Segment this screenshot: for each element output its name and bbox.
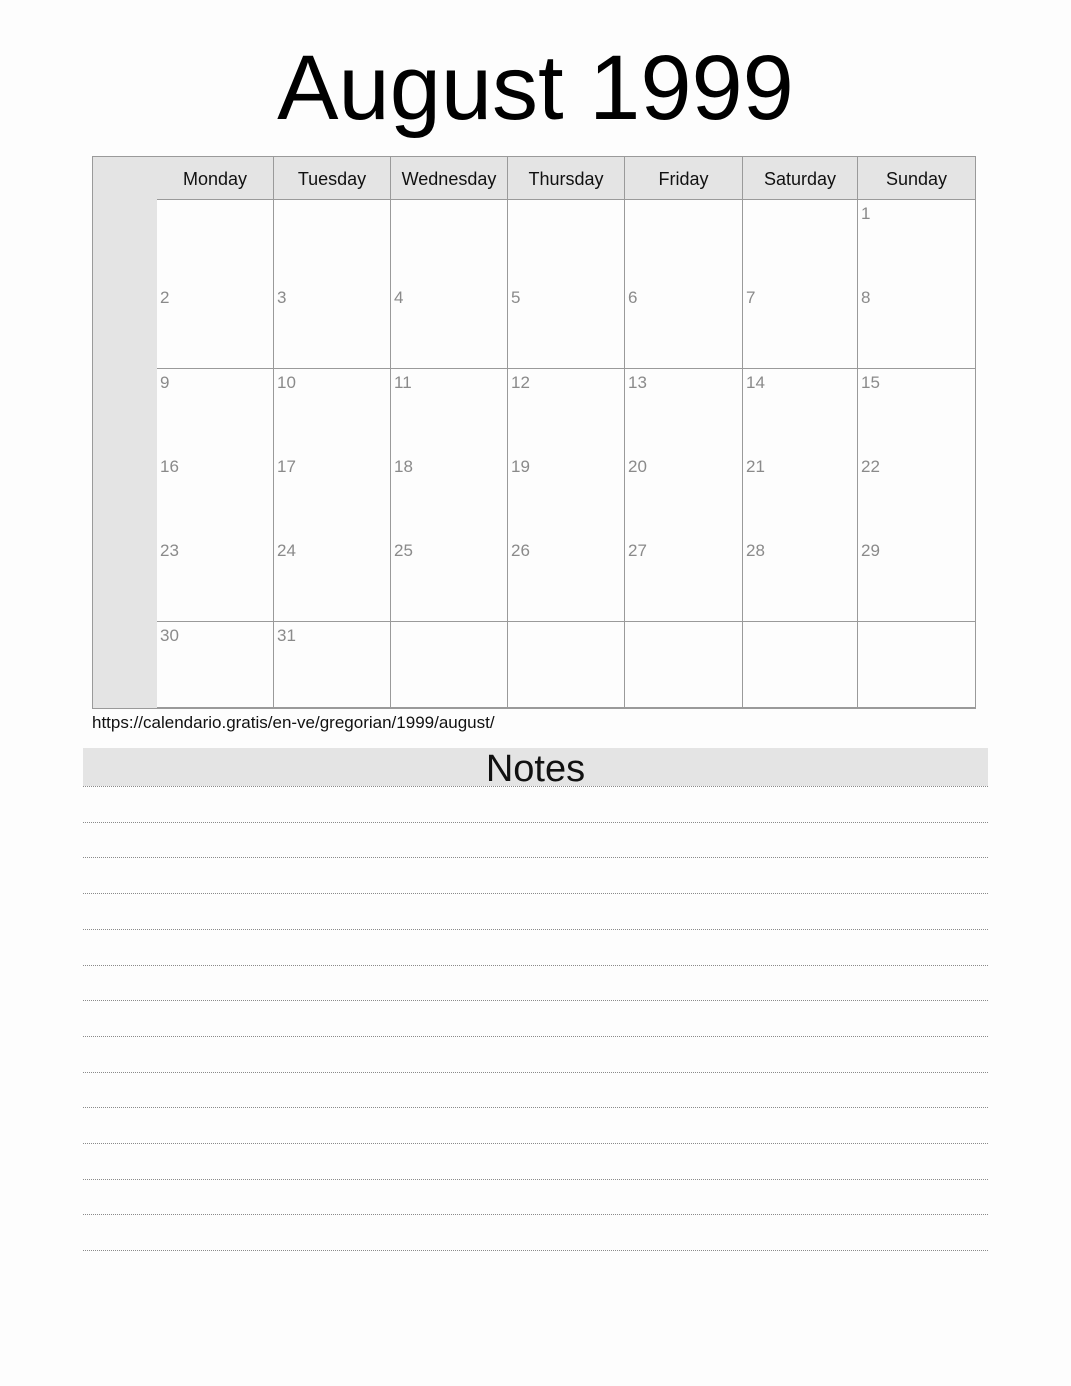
day-cell[interactable] (157, 453, 274, 538)
day-number: 10 (277, 372, 296, 392)
day-cell[interactable] (508, 369, 625, 454)
day-cell[interactable] (157, 369, 274, 454)
day-number: 20 (628, 456, 647, 476)
day-cell[interactable] (157, 284, 274, 369)
day-cell[interactable] (858, 284, 976, 369)
day-cell[interactable] (157, 200, 274, 285)
day-number: 27 (628, 541, 647, 561)
day-cell[interactable] (274, 200, 391, 285)
day-cell[interactable] (625, 284, 743, 369)
notes-line (83, 786, 988, 787)
notes-heading: Notes (83, 748, 988, 786)
day-cell[interactable] (858, 622, 976, 709)
day-cell[interactable] (508, 622, 625, 709)
notes-line (83, 1143, 988, 1144)
day-number: 13 (628, 372, 647, 392)
day-number: 14 (746, 372, 765, 392)
day-cell[interactable] (274, 622, 391, 709)
day-number: 1 (861, 204, 871, 223)
page-title: August 1999 (277, 37, 794, 139)
day-number: 31 (277, 625, 296, 645)
day-number: 12 (511, 372, 530, 392)
day-number: 30 (160, 625, 179, 645)
weekday-header-sunday: Sunday (858, 157, 976, 200)
day-number: 5 (511, 288, 521, 308)
day-cell[interactable] (391, 369, 508, 454)
notes-line (83, 1179, 988, 1180)
day-number: 22 (861, 456, 880, 476)
notes-line (83, 929, 988, 930)
day-cell[interactable] (743, 453, 858, 538)
day-cell[interactable] (274, 284, 391, 369)
day-cell[interactable] (743, 537, 858, 622)
source-url[interactable]: https://calendario.gratis/en-ve/gregorian/1999/august/ (92, 713, 495, 732)
notes-line (83, 1000, 988, 1001)
day-cell[interactable] (274, 369, 391, 454)
notes-line (83, 1036, 988, 1037)
day-cell[interactable] (508, 200, 625, 285)
day-cell[interactable] (391, 284, 508, 369)
calendar-grid (92, 156, 976, 709)
day-number: 26 (511, 541, 530, 561)
day-cell[interactable] (391, 537, 508, 622)
day-cell[interactable] (858, 453, 976, 538)
day-number: 19 (511, 456, 530, 476)
day-number: 8 (861, 288, 871, 308)
day-number: 9 (160, 372, 170, 392)
day-number: 17 (277, 456, 296, 476)
notes-line (83, 893, 988, 894)
day-cell[interactable] (391, 200, 508, 285)
notes-line (83, 1214, 988, 1215)
day-number: 28 (746, 541, 765, 561)
day-cell[interactable] (274, 537, 391, 622)
day-cell[interactable] (625, 369, 743, 454)
day-cell[interactable] (157, 622, 274, 709)
day-cell[interactable] (391, 453, 508, 538)
day-cell[interactable] (508, 284, 625, 369)
day-number: 24 (277, 541, 296, 561)
notes-line (83, 822, 988, 823)
day-cell[interactable] (743, 284, 858, 369)
day-cell[interactable] (743, 622, 858, 709)
day-cell[interactable] (625, 200, 743, 285)
day-cell[interactable] (858, 369, 976, 454)
day-number: 7 (746, 288, 756, 308)
day-number: 29 (861, 541, 880, 561)
notes-line (83, 1107, 988, 1108)
day-cell[interactable] (508, 537, 625, 622)
day-cell[interactable] (625, 453, 743, 538)
day-number: 18 (394, 456, 413, 476)
day-cell[interactable] (743, 200, 858, 285)
notes-line (83, 857, 988, 858)
day-number: 11 (394, 372, 412, 392)
weekday-header-wednesday: Wednesday (391, 157, 508, 200)
day-number: 25 (394, 541, 413, 561)
day-cell[interactable] (508, 453, 625, 538)
day-cell[interactable] (157, 537, 274, 622)
day-cell[interactable] (391, 622, 508, 709)
day-cell[interactable] (743, 369, 858, 454)
day-cell[interactable] (858, 200, 976, 285)
day-cell[interactable] (858, 537, 976, 622)
day-cell[interactable] (274, 453, 391, 538)
day-number: 23 (160, 541, 179, 561)
day-number: 15 (861, 372, 880, 392)
day-cell[interactable] (625, 622, 743, 709)
weekday-header-monday: Monday (157, 157, 274, 200)
day-number: 21 (746, 456, 765, 476)
week-sidebar (93, 157, 158, 708)
weekday-header-thursday: Thursday (508, 157, 625, 200)
day-number: 3 (277, 288, 287, 308)
day-number: 6 (628, 288, 638, 308)
weekday-header-tuesday: Tuesday (274, 157, 391, 200)
weekday-header-saturday: Saturday (743, 157, 858, 200)
day-cell[interactable] (625, 537, 743, 622)
notes-line (83, 965, 988, 966)
notes-line (83, 1072, 988, 1073)
weekday-header-friday: Friday (625, 157, 743, 200)
notes-line (83, 1250, 988, 1251)
day-number: 4 (394, 288, 404, 308)
day-number: 2 (160, 288, 170, 308)
day-number: 16 (160, 456, 179, 476)
